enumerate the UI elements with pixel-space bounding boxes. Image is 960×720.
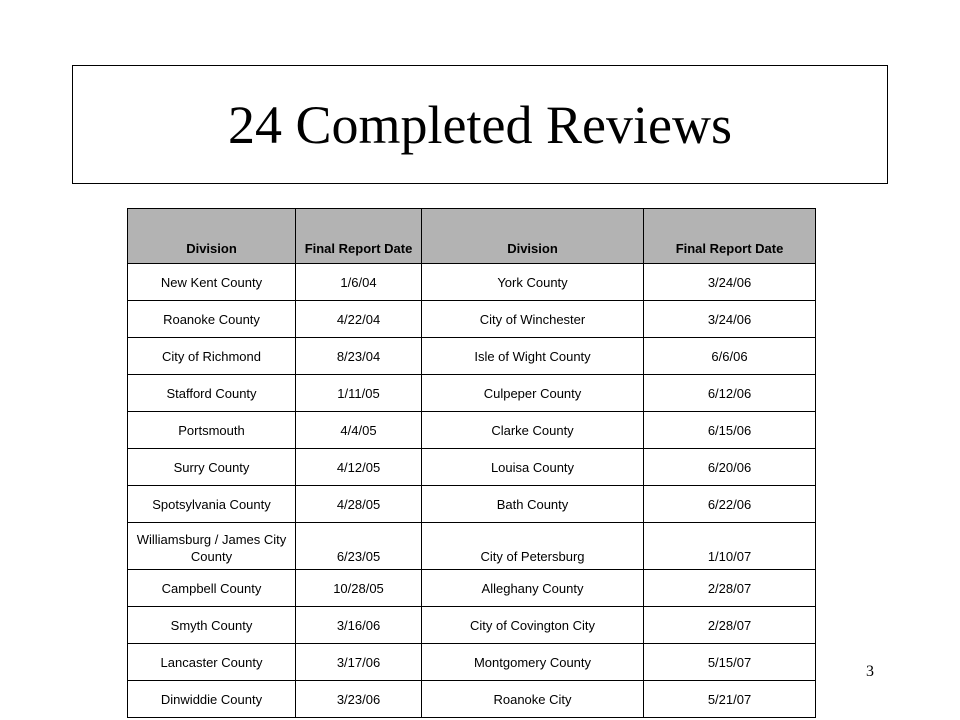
table-cell: Campbell County bbox=[128, 570, 296, 607]
page-number: 3 bbox=[866, 663, 874, 680]
table-cell: 6/23/05 bbox=[296, 523, 422, 570]
table-cell: Lancaster County bbox=[128, 644, 296, 681]
table-cell: 4/22/04 bbox=[296, 301, 422, 338]
page-title: 24 Completed Reviews bbox=[228, 94, 732, 155]
table-cell: Stafford County bbox=[128, 375, 296, 412]
table-cell: Culpeper County bbox=[422, 375, 644, 412]
table-cell: City of Winchester bbox=[422, 301, 644, 338]
table-cell: 3/16/06 bbox=[296, 607, 422, 644]
title-box bbox=[72, 65, 888, 184]
table-cell: 2/28/07 bbox=[644, 607, 816, 644]
table-cell: Portsmouth bbox=[128, 412, 296, 449]
header-division-2: Division bbox=[422, 209, 644, 264]
table-row bbox=[128, 681, 816, 718]
table-row bbox=[128, 449, 816, 486]
table-cell: 5/15/07 bbox=[644, 644, 816, 681]
table-cell: 6/15/06 bbox=[644, 412, 816, 449]
table-cell: Surry County bbox=[128, 449, 296, 486]
table-cell: 6/20/06 bbox=[644, 449, 816, 486]
table-cell: Louisa County bbox=[422, 449, 644, 486]
table-cell: Roanoke City bbox=[422, 681, 644, 718]
table-cell: 5/21/07 bbox=[644, 681, 816, 718]
table-row bbox=[128, 644, 816, 681]
table-cell: 1/11/05 bbox=[296, 375, 422, 412]
table-cell: Spotsylvania County bbox=[128, 486, 296, 523]
table-cell: 3/24/06 bbox=[644, 301, 816, 338]
table-cell: 3/24/06 bbox=[644, 264, 816, 301]
table-cell: 1/10/07 bbox=[644, 523, 816, 570]
table-cell: City of Covington City bbox=[422, 607, 644, 644]
table-cell: 3/23/06 bbox=[296, 681, 422, 718]
table-cell: Isle of Wight County bbox=[422, 338, 644, 375]
table-row bbox=[128, 607, 816, 644]
table-cell: Alleghany County bbox=[422, 570, 644, 607]
table-cell: Smyth County bbox=[128, 607, 296, 644]
table-row bbox=[128, 375, 816, 412]
table-cell: Clarke County bbox=[422, 412, 644, 449]
table-cell: York County bbox=[422, 264, 644, 301]
table-cell: Montgomery County bbox=[422, 644, 644, 681]
table-cell: City of Petersburg bbox=[422, 523, 644, 570]
table-cell: 1/6/04 bbox=[296, 264, 422, 301]
header-final-report-date-2: Final Report Date bbox=[644, 209, 816, 264]
table-row bbox=[128, 264, 816, 301]
table-cell: 3/17/06 bbox=[296, 644, 422, 681]
table-cell: Roanoke County bbox=[128, 301, 296, 338]
table-cell: New Kent County bbox=[128, 264, 296, 301]
reviews-table bbox=[127, 208, 816, 718]
header-final-report-date-1: Final Report Date bbox=[296, 209, 422, 264]
table-cell: 4/12/05 bbox=[296, 449, 422, 486]
table-cell: 8/23/04 bbox=[296, 338, 422, 375]
table-cell: 6/6/06 bbox=[644, 338, 816, 375]
table-cell: 4/28/05 bbox=[296, 486, 422, 523]
table-header-row bbox=[128, 209, 816, 264]
table-cell: 2/28/07 bbox=[644, 570, 816, 607]
table-row bbox=[128, 486, 816, 523]
table-row bbox=[128, 301, 816, 338]
table-cell: City of Richmond bbox=[128, 338, 296, 375]
table-cell: Bath County bbox=[422, 486, 644, 523]
table-row bbox=[128, 338, 816, 375]
table-cell: 10/28/05 bbox=[296, 570, 422, 607]
table-row bbox=[128, 412, 816, 449]
table-row bbox=[128, 523, 816, 570]
table-cell: 6/12/06 bbox=[644, 375, 816, 412]
table-cell: 6/22/06 bbox=[644, 486, 816, 523]
table-row bbox=[128, 570, 816, 607]
header-division-1: Division bbox=[128, 209, 296, 264]
table-cell: 4/4/05 bbox=[296, 412, 422, 449]
table-cell: Dinwiddie County bbox=[128, 681, 296, 718]
table-cell: Williamsburg / James City County bbox=[128, 523, 296, 570]
